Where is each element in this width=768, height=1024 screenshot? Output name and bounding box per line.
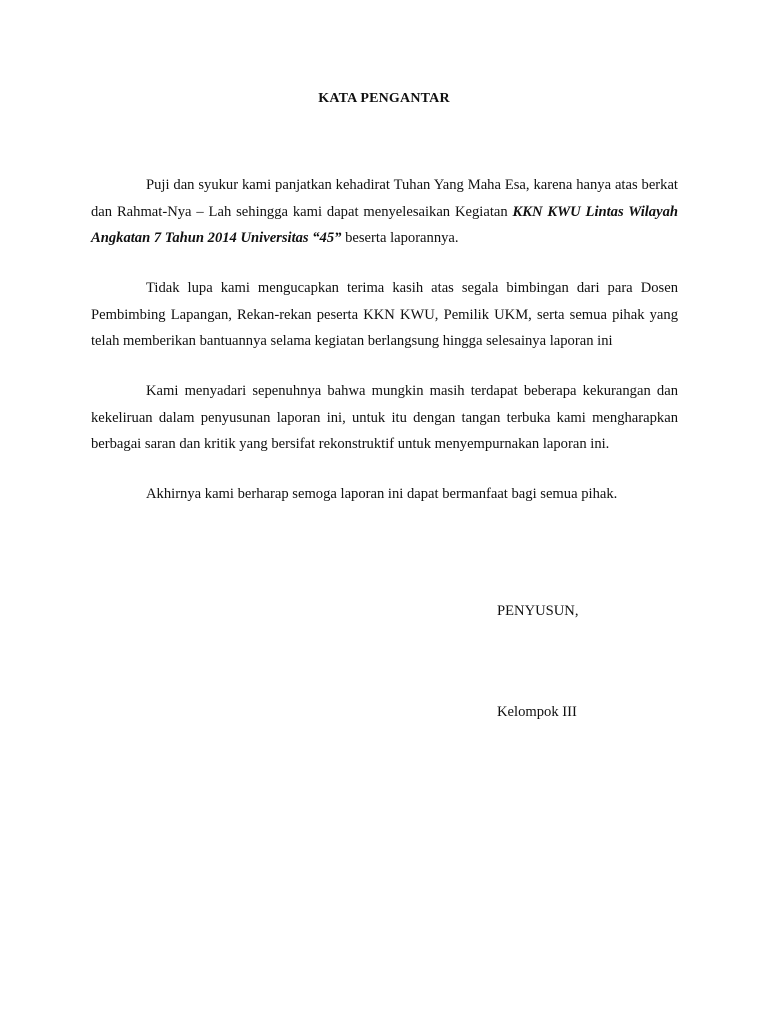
paragraph-gratitude-tail: beserta laporannya. (341, 230, 459, 246)
program-name-emphasis: KKN KWU Lintas Wilayah Angkatan 7 Tahun 2014 Universitas “45” (91, 203, 678, 246)
paragraph-closing: Akhirnya kami berharap semoga laporan ini dapat bermanfaat bagi semua pihak. (146, 486, 618, 502)
paragraph-shortcomings: Kami menyadari sepenuhnya bahwa mungkin masih terdapat beberapa kekurangan dan kekeliruan dalam penyusunan laporan ini, untuk itu dengan tangan terbuka kami mengharapkan berbagai saran dan kritik yang bersifat rekonstruktif untuk menyempurnakan laporan ini. (91, 383, 678, 452)
signature-label: PENYUSUN, (497, 603, 579, 619)
paragraph-thanks: Tidak lupa kami mengucapkan terima kasih atas segala bimbingan dari para Dosen Pembimbing Lapangan, Rekan-rekan peserta KKN KWU, Pemilik UKM, serta semua pihak yang telah memberikan bantuannya selama kegiatan berlangsung hingga selesainya laporan ini (91, 280, 678, 349)
paragraph-gratitude-text: Puji dan syukur kami panjatkan kehadirat Tuhan Yang Maha Esa, karena hanya atas berkat dan Rahmat-Nya – Lah sehingga kami dapat menyelesaikan Kegiatan (91, 177, 678, 220)
signature-name: Kelompok III (497, 704, 577, 720)
paragraph-gratitude (91, 172, 678, 252)
page-title: KATA PENGANTAR (318, 91, 450, 106)
